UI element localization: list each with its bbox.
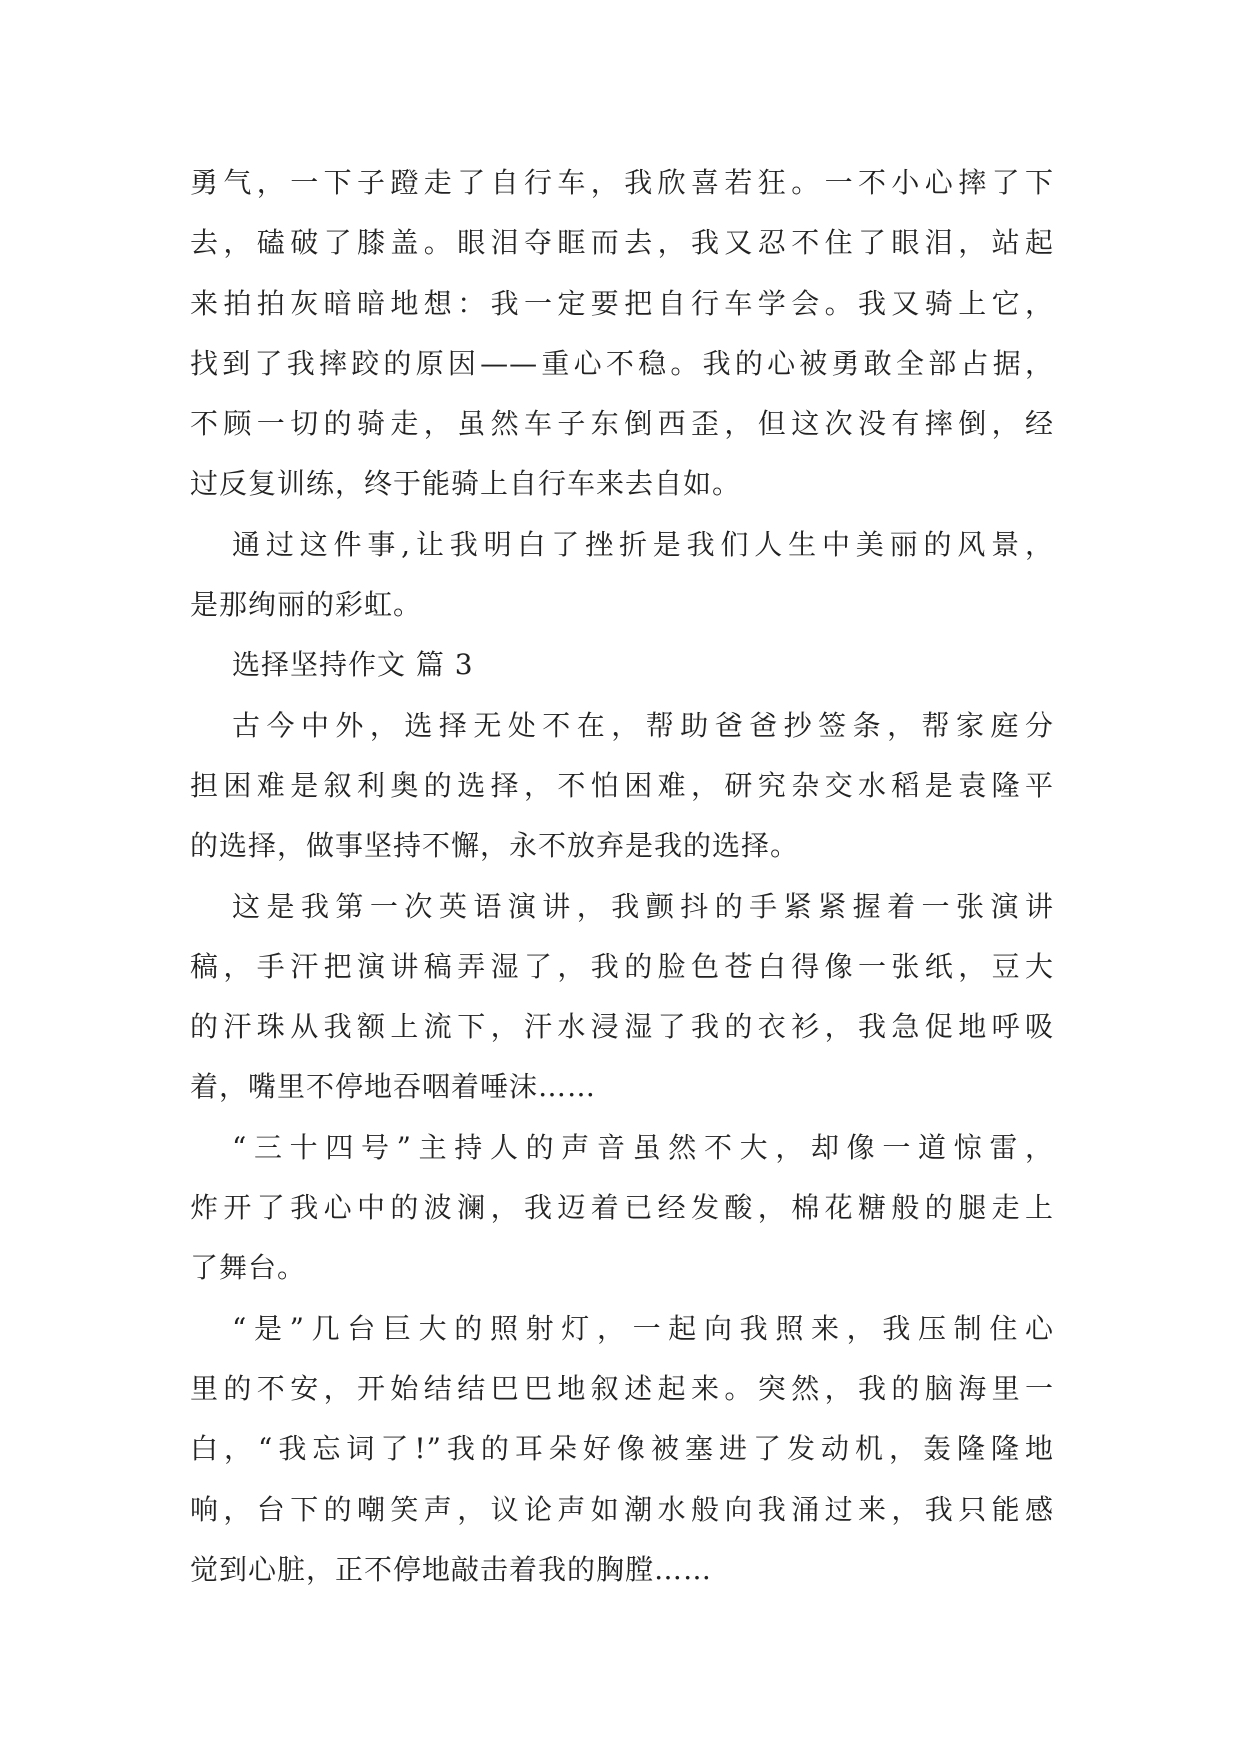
text-line: 稿，手汗把演讲稿弄湿了，我的脸色苍白得像一张纸，豆大	[190, 949, 1054, 983]
text-line: 的汗珠从我额上流下，汗水浸湿了我的衣衫，我急促地呼吸	[190, 1010, 1054, 1044]
text-line: 通过这件事,让我明白了挫折是我们人生中美丽的风景，	[232, 527, 1054, 561]
text-line: 古今中外，选择无处不在，帮助爸爸抄签条，帮家庭分	[232, 708, 1054, 742]
text-line: 的选择，做事坚持不懈，永不放弃是我的选择。	[190, 829, 800, 863]
text-line: 来拍拍灰暗暗地想：我一定要把自行车学会。我又骑上它，	[190, 286, 1054, 320]
paragraph	[190, 877, 1054, 1118]
text-line: 里的不安，开始结结巴巴地叙述起来。突然，我的脑海里一	[190, 1371, 1054, 1405]
text-line: 炸开了我心中的波澜，我迈着已经发酸，棉花糖般的腿走上	[190, 1191, 1054, 1225]
text-line: 响，台下的嘲笑声，议论声如潮水般向我涌过来，我只能感	[190, 1492, 1054, 1526]
text-line: 这是我第一次英语演讲，我颤抖的手紧紧握着一张演讲	[232, 889, 1054, 923]
paragraph	[190, 153, 1054, 515]
text-line: 不顾一切的骑走，虽然车子东倒西歪，但这次没有摔倒，经	[190, 407, 1054, 441]
text-line: 勇气，一下子蹬走了自行车，我欣喜若狂。一不小心摔了下	[190, 166, 1054, 199]
essay-section-heading: 选择坚持作文 篇 3	[232, 648, 474, 682]
text-line: “是”几台巨大的照射灯，一起向我照来，我压制住心	[232, 1311, 1054, 1345]
text-line: 是那绚丽的彩虹。	[190, 588, 423, 622]
text-line: 白，“我忘词了!”我的耳朵好像被塞进了发动机，轰隆隆地	[190, 1432, 1054, 1466]
text-line: 找到了我摔跤的原因——重心不稳。我的心被勇敢全部占据，	[190, 346, 1054, 380]
text-line: 担困难是叙利奥的选择，不怕困难，研究杂交水稻是袁隆平	[190, 768, 1054, 802]
text-line: 觉到心脏，正不停地敲击着我的胸膛……	[190, 1552, 713, 1586]
text-line: 了舞台。	[190, 1251, 307, 1285]
paragraph	[190, 1118, 1054, 1299]
text-line: “三十四号”主持人的声音虽然不大，却像一道惊雷，	[232, 1130, 1054, 1164]
paragraph	[190, 1299, 1054, 1600]
document-body	[190, 153, 1054, 1600]
text-line: 着，嘴里不停地吞咽着唾沫……	[190, 1070, 597, 1104]
paragraph	[190, 696, 1054, 877]
text-line: 去，磕破了膝盖。眼泪夺眶而去，我又忍不住了眼泪，站起	[190, 226, 1054, 260]
paragraph	[190, 515, 1054, 636]
text-line: 过反复训练，终于能骑上自行车来去自如。	[190, 467, 742, 501]
